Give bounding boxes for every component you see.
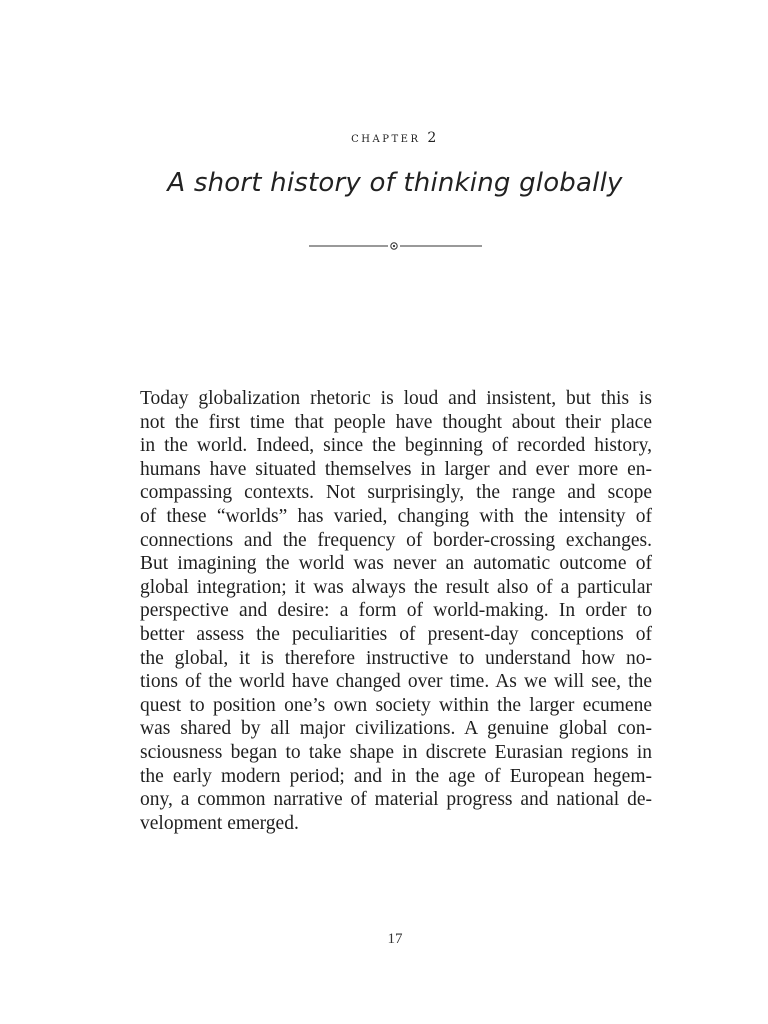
paragraph-line: better assess the peculiarities of present-day conceptions of [140,623,652,645]
paragraph-line: tions of the world have changed over time. As we will see, the [140,671,652,693]
paragraph-line: sciousness began to take shape in discrete Eurasian regions in [140,741,652,763]
paragraph-line: global integration; it was always the result also of a particular [140,576,652,598]
chapter-label: chapter 2 [351,130,439,146]
paragraph-line: But imagining the world was never an automatic outcome of [140,553,652,575]
body-paragraph [140,387,652,835]
paragraph-line: connections and the frequency of border-crossing exchanges. [140,529,652,551]
chapter-title: A short history of thinking globally [167,168,623,198]
paragraph-line: compassing contexts. Not surprisingly, the range and scope [140,482,652,504]
paragraph-line: perspective and desire: a form of world-making. In order to [140,600,652,622]
paragraph-line: Today globalization rhetoric is loud and insistent, but this is [140,388,652,409]
paragraph-line: the early modern period; and in the age of European hegem- [140,765,652,787]
paragraph-line: in the world. Indeed, since the beginning of recorded history, [140,435,652,457]
paragraph-line: the global, it is therefore instructive to understand how no- [140,647,652,669]
paragraph-line: not the first time that people have thought about their place [140,411,652,433]
paragraph-line: ony, a common narrative of material progress and national de- [140,789,652,811]
paragraph-line: was shared by all major civilizations. A genuine global con- [140,718,652,740]
paragraph-line: of these “worlds” has varied, changing with the intensity of [140,505,652,527]
paragraph-line: humans have situated themselves in larger and ever more en- [140,458,652,480]
paragraph-line: quest to position one’s own society within the larger ecumene [140,694,652,716]
page-number: 17 [387,931,403,947]
ornament-divider [309,240,482,252]
paragraph-line: velopment emerged. [140,812,299,834]
